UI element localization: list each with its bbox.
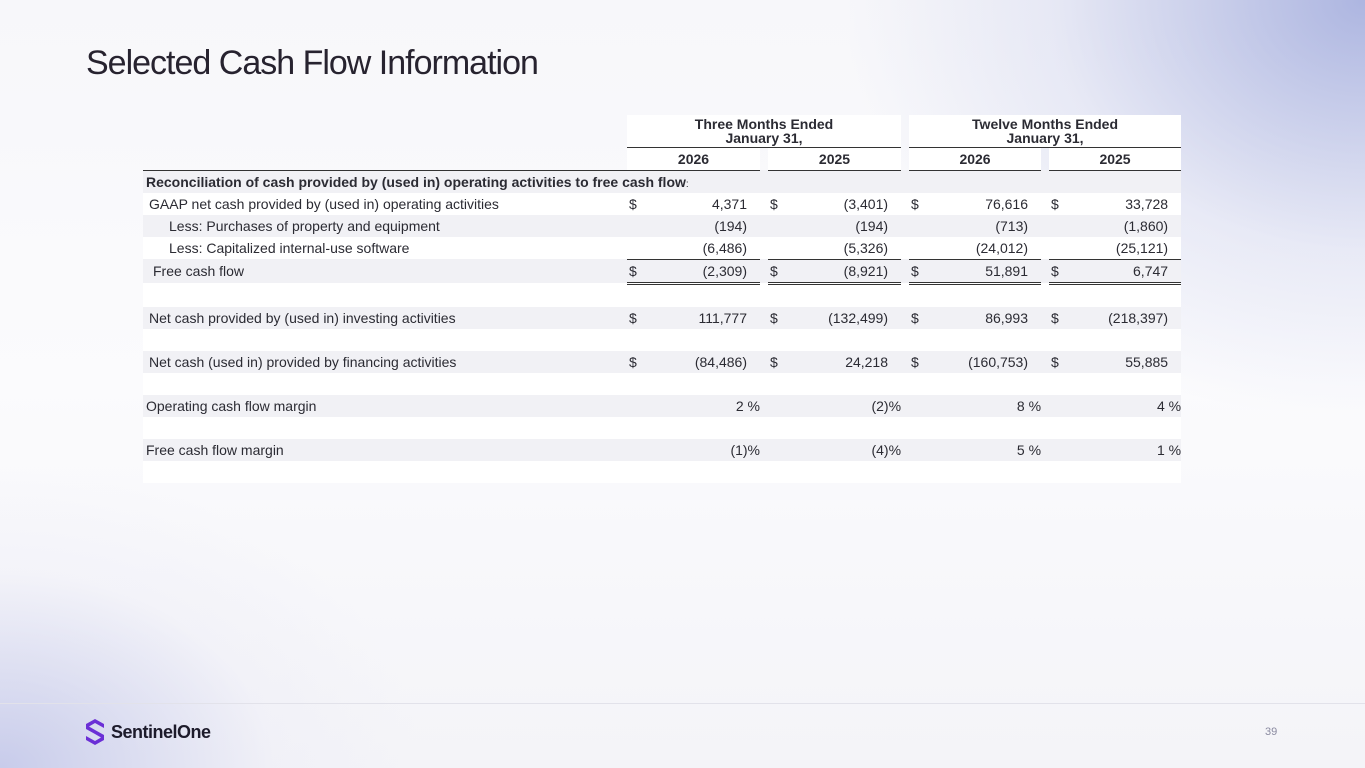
spacer-row — [143, 373, 1181, 395]
cell-value: 33,728 — [1125, 195, 1169, 212]
row-label: Free cash flow margin — [146, 441, 284, 458]
currency-symbol: $ — [1051, 195, 1059, 212]
three-months-header: Three Months Ended January 31, — [627, 115, 901, 148]
row-label: Net cash provided by (used in) investing activities — [149, 309, 456, 326]
currency-symbol: $ — [770, 353, 778, 370]
currency-symbol: $ — [627, 259, 645, 283]
year-header: 2026 — [627, 148, 760, 171]
cell-value: 24,218 — [845, 353, 889, 370]
section-title: Reconciliation of cash provided by (used in) operating activities to free cash flow: — [146, 173, 689, 190]
spacer-row — [143, 417, 1181, 439]
table-row-financing — [143, 351, 1181, 373]
currency-symbol: $ — [770, 195, 778, 212]
spacer-row — [143, 283, 1181, 307]
cell-value: 2 % — [735, 397, 760, 414]
currency-symbol: $ — [629, 195, 637, 212]
cell-value: (160,753) — [968, 353, 1029, 370]
table-row-fcf-margin — [143, 439, 1181, 461]
sentinelone-logo-icon — [85, 719, 105, 745]
year-header: 2025 — [768, 148, 901, 171]
cell-value: 76,616 — [985, 195, 1029, 212]
cell-value: 4,371 — [711, 195, 747, 212]
logo-wordmark: SentinelOne — [111, 721, 211, 742]
currency-symbol: $ — [1051, 309, 1059, 326]
cell-value: (84,486) — [694, 353, 747, 370]
cell-value: (3,401) — [843, 195, 889, 212]
currency-symbol: $ — [629, 309, 637, 326]
cell-value: (4)% — [871, 441, 902, 458]
page-title: Selected Cash Flow Information — [86, 44, 538, 82]
spacer-row — [143, 461, 1181, 483]
table-row-software — [143, 237, 1181, 260]
cell-value: (1,860) — [1123, 217, 1169, 234]
currency-symbol: $ — [911, 353, 919, 370]
cell-value: (5,326) — [786, 237, 901, 260]
cell-value: 6,747 — [1067, 259, 1181, 283]
page-number: 39 — [1265, 726, 1278, 738]
cell-value: (713) — [995, 217, 1029, 234]
cell-value: (24,012) — [927, 237, 1041, 260]
table-row-fcf — [143, 259, 1181, 283]
cell-value: (218,397) — [1108, 309, 1169, 326]
currency-symbol: $ — [629, 353, 637, 370]
header-years-row — [143, 148, 1181, 171]
row-label: Free cash flow — [153, 263, 245, 279]
table-row-gaap — [143, 193, 1181, 215]
sentinelone-logo — [85, 719, 211, 745]
currency-symbol: $ — [911, 195, 919, 212]
cell-value: 5 % — [1016, 441, 1042, 458]
cell-value: 86,993 — [985, 309, 1029, 326]
cell-value: (25,121) — [1067, 237, 1181, 260]
spacer-row — [143, 329, 1181, 351]
cell-value: (8,921) — [786, 259, 901, 283]
currency-symbol: $ — [1051, 353, 1059, 370]
header-group-row — [143, 115, 1181, 148]
footer-divider — [0, 703, 1365, 704]
cell-value: (2)% — [871, 397, 902, 414]
cell-value: (194) — [714, 217, 747, 234]
currency-symbol: $ — [911, 309, 919, 326]
cell-value: (132,499) — [828, 309, 889, 326]
currency-symbol: $ — [1049, 259, 1067, 283]
cell-value: (2,309) — [645, 259, 760, 283]
cell-value: 8 % — [1016, 397, 1042, 414]
currency-symbol: $ — [768, 259, 786, 283]
year-header: 2026 — [909, 148, 1041, 171]
currency-symbol: $ — [770, 309, 778, 326]
row-label: Operating cash flow margin — [146, 397, 317, 414]
section-title-row — [143, 170, 1181, 193]
cell-value: (1)% — [730, 441, 760, 458]
row-label: Less: Purchases of property and equipment — [169, 217, 440, 234]
cash-flow-table — [143, 115, 1181, 483]
cell-value: 55,885 — [1125, 353, 1169, 370]
cell-value: (6,486) — [645, 237, 760, 260]
row-label: Less: Capitalized internal-use software — [169, 239, 410, 256]
cell-value: 111,777 — [698, 309, 747, 326]
cell-value: 4 % — [1156, 397, 1182, 414]
table-row-investing — [143, 307, 1181, 329]
row-label: Net cash (used in) provided by financing activities — [149, 353, 457, 370]
year-header: 2025 — [1049, 148, 1181, 171]
currency-symbol: $ — [909, 259, 927, 283]
cell-value: 51,891 — [927, 259, 1041, 283]
twelve-months-header: Twelve Months Ended January 31, — [909, 115, 1181, 148]
row-label: GAAP net cash provided by (used in) operating activities — [149, 195, 499, 212]
table-row-ocf-margin — [143, 395, 1181, 417]
cell-value: (194) — [855, 217, 889, 234]
cell-value: 1 % — [1156, 441, 1182, 458]
table-row-ppe — [143, 215, 1181, 237]
